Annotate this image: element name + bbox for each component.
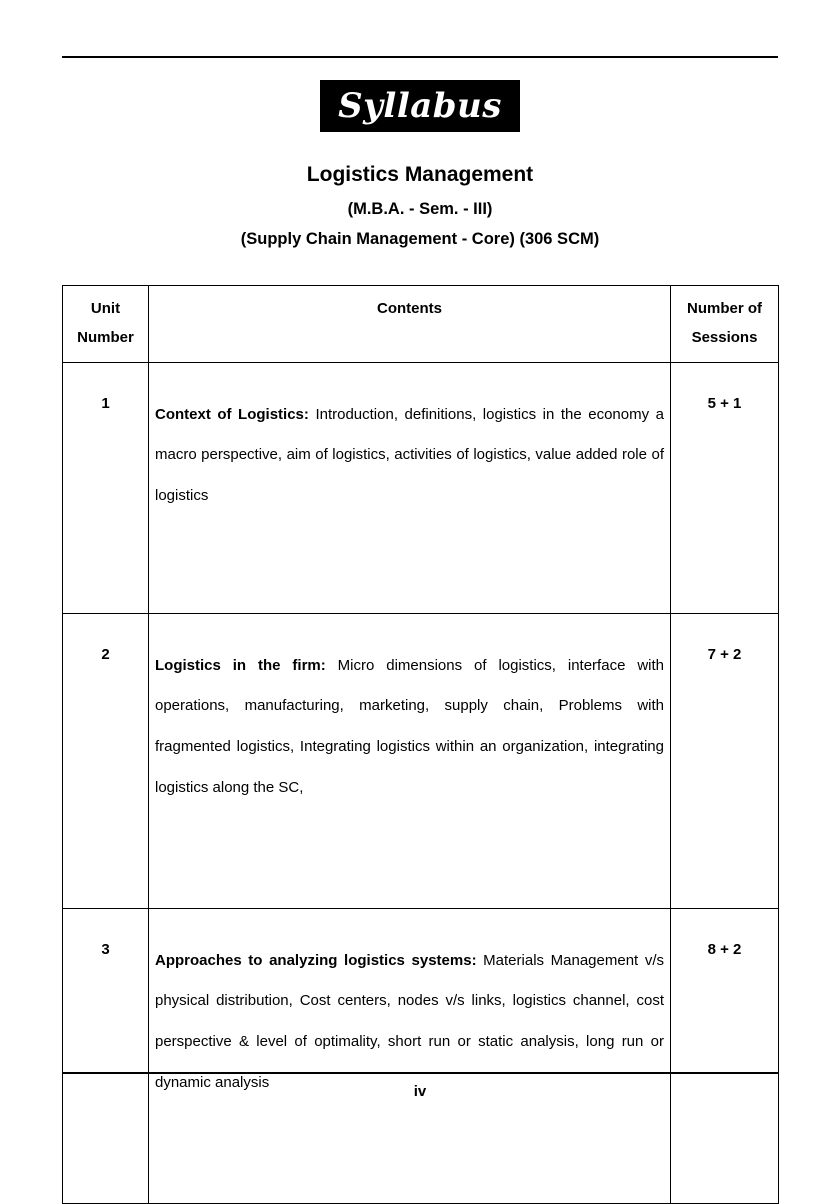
- unit-number-cell: 3: [63, 908, 149, 1203]
- title-block: [0, 164, 840, 260]
- unit-contents-cell: [149, 908, 671, 1203]
- unit-number-cell: 2: [63, 613, 149, 908]
- column-header-unit-line2: Number: [77, 329, 134, 347]
- unit-contents-body: Micro dimensions of logistics, interface with operations, manufacturing, marketing, supply chain, Problems with fragmented logistics, Integrating logistics within an organization, integrating logistics along the SC,: [155, 656, 664, 796]
- column-header-sessions-line1: Number of: [687, 300, 762, 317]
- unit-contents-body: Introduction, definitions, logistics in the economy a macro perspective, aim of logistics, activities of logistics, value added role of logistics: [155, 405, 664, 505]
- column-header-sessions: [671, 286, 779, 363]
- program-line: (M.B.A. - Sem. - III): [347, 200, 493, 218]
- unit-contents-paragraph: [155, 941, 664, 1104]
- course-title: Logistics Management: [306, 163, 534, 186]
- syllabus-badge: [320, 80, 520, 132]
- column-header-contents: Contents: [149, 286, 671, 363]
- page-number: iv: [413, 1083, 427, 1100]
- column-header-unit-line1: Unit: [90, 300, 121, 317]
- unit-contents-lead: Context of Logistics:: [155, 405, 309, 423]
- table-row: [63, 613, 779, 908]
- unit-contents-lead: Logistics in the firm:: [155, 656, 326, 674]
- syllabus-badge-label: Syllabus: [338, 86, 502, 126]
- syllabus-table: [62, 285, 779, 1204]
- column-header-unit-number: [63, 286, 149, 363]
- specialization-line: (Supply Chain Management - Core) (306 SCM): [240, 229, 600, 248]
- table-row: [63, 908, 779, 1203]
- unit-contents-paragraph: [155, 646, 664, 809]
- footer-rule: [62, 1072, 778, 1074]
- sessions-cell: 8 + 2: [671, 908, 779, 1203]
- column-header-sessions-line2: Sessions: [691, 329, 758, 347]
- sessions-cell: 5 + 1: [671, 362, 779, 613]
- unit-contents-cell: [149, 613, 671, 908]
- table-row: [63, 362, 779, 613]
- unit-contents-cell: [149, 362, 671, 613]
- unit-number-cell: 1: [63, 362, 149, 613]
- table-header-row: [63, 286, 779, 363]
- unit-contents-paragraph: [155, 395, 664, 517]
- unit-contents-body: Materials Management v/s physical distribution, Cost centers, nodes v/s links, logistics channel, cost perspective & level of optimality, short run or static analysis, long run or dynamic analysis: [155, 951, 664, 1091]
- unit-contents-lead: Approaches to analyzing logistics systems:: [155, 951, 477, 969]
- header-rule: [62, 56, 778, 58]
- sessions-cell: 7 + 2: [671, 613, 779, 908]
